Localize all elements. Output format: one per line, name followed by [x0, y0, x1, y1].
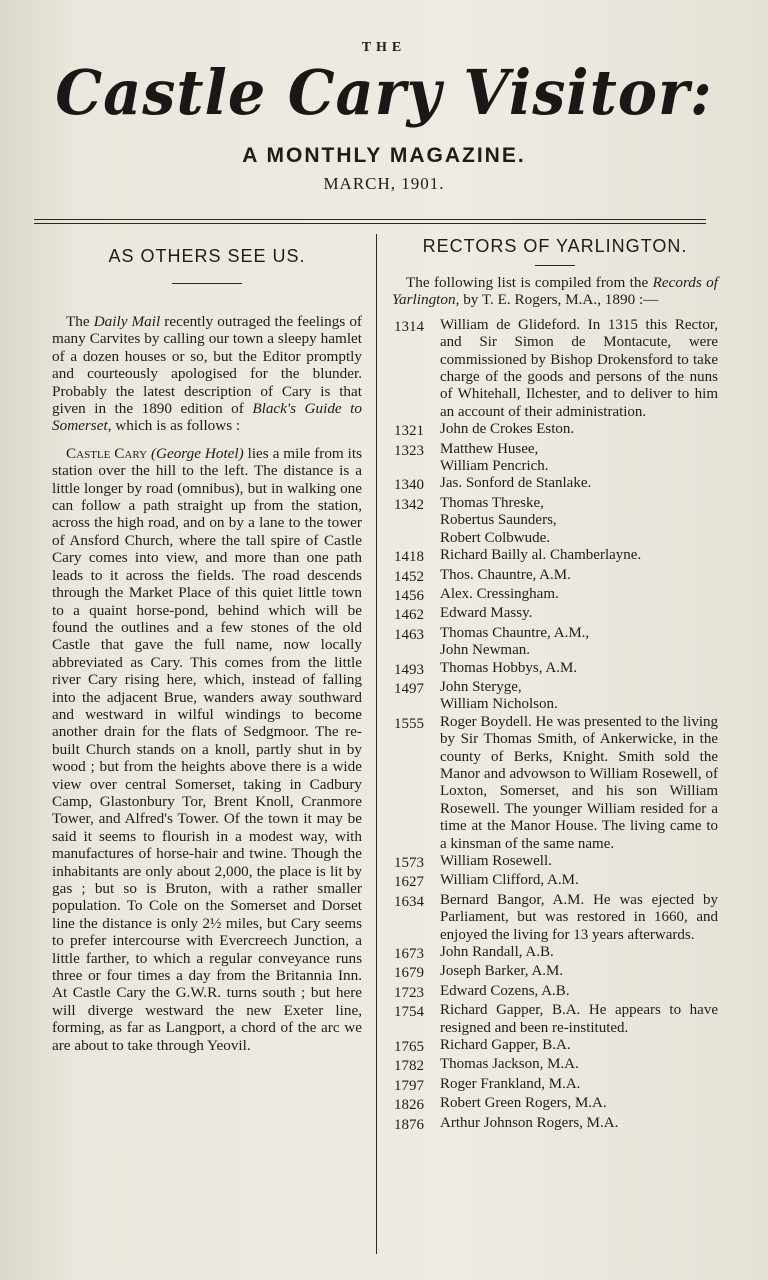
records-title: Records of Yarlington — [392, 274, 718, 309]
rector-name: Edward Massy. — [440, 605, 533, 622]
left-article-quote — [52, 445, 362, 1054]
header-rule-bottom — [34, 223, 706, 224]
rector-entry — [392, 963, 718, 982]
masthead — [0, 40, 768, 194]
rector-year: 1462 — [394, 607, 424, 624]
rector-list — [392, 317, 718, 1134]
rector-entry — [392, 586, 718, 605]
rector-name: Thomas Chauntre, A.M., John Newman. — [440, 624, 590, 659]
rector-name: Edward Cozens, A.B. — [440, 982, 570, 999]
rector-entry — [392, 944, 718, 963]
rector-year: 1314 — [394, 318, 424, 335]
rector-entry — [392, 714, 718, 853]
rector-name: Thomas Hobbys, A.M. — [440, 659, 578, 676]
magazine-subtitle: A MONTHLY MAGAZINE. — [242, 144, 526, 167]
rector-name: Richard Gapper, B.A. — [440, 1037, 571, 1054]
rector-entry — [392, 1002, 718, 1037]
rector-name: Bernard Bangor, A.M. He was ejected by Parliament, but was restored in 1660, and enjoyed the living for 13 years afterwards. — [440, 891, 718, 943]
rector-year: 1754 — [394, 1004, 424, 1021]
rector-entry — [392, 872, 718, 891]
rector-name: Alex. Cressingham. — [440, 585, 559, 602]
rector-entry — [392, 660, 718, 679]
rector-year: 1497 — [394, 680, 424, 697]
rector-year: 1493 — [394, 661, 424, 678]
rector-name: John Steryge, William Nicholson. — [440, 678, 558, 713]
rector-name: Joseph Barker, A.M. — [440, 963, 564, 980]
rector-entry — [392, 1115, 718, 1134]
rector-name: Thos. Chauntre, A.M. — [440, 566, 571, 583]
rector-name: John de Crokes Eston. — [440, 421, 575, 438]
rector-year: 1876 — [394, 1116, 424, 1133]
quote-body: lies a mile from its station over the hill to the left. The distance is a little longer by road (omnibus), but in walking one can follow a path straight up from the station, across the high road, and on by a lane to the tower of Ansford Church, where the tall spire of Castle Cary comes into view, and more than one path leads to it across the fields. The road descends through the Market Place of this quiet little town to a quaint horse-pond, behind which will be found the outlines and a few stones of the old Castle that gave the full name, now locally abbreviated as Cary. This comes from the little river Cary rising here, which, instead of falling into the adjacent Brue, wanders away southward and westward in wilful windings to become another drain for the flats of Sedgmoor. The re-built Church stands on a knoll, partly shut in by wood ; but from the heights above there is a wide view over central Somerset, taking in Cadbury Camp, Glastonbury Tor, Brent Knoll, Cranmore Tower, and Alfred's Tower. Of the town it may be said it seems to flourish in a modest way, with manufactures of horse-hair and twine. Though the inhabitants are only about 2,000, the place is lit by gas ; but so is Bruton, with a rather smaller population. To Cole on the Somerset and Dorset line the distance is only 2½ miles, but Cary seems to prefer intercourse with Evercreech Junction, a little farther, to which a regular conveyance runs three or four times a day from the Britannia Inn. At Castle Cary the G.W.R. turns south ; but here will diverge westward the new Exeter line, forming, as far as Langport, a chord of the arc we are about to take through Yeovil. — [52, 444, 362, 1054]
rector-name: Robert Green Rogers, M.A. — [440, 1095, 607, 1112]
right-article-heading: RECTORS OF YARLINGTON. — [422, 236, 688, 256]
rector-year: 1418 — [394, 549, 424, 566]
rector-entry — [392, 1095, 718, 1114]
rector-name: Arthur Johnson Rogers, M.A. — [440, 1114, 619, 1131]
rector-entry — [392, 679, 718, 714]
rector-year: 1321 — [394, 423, 424, 440]
rector-entry — [392, 625, 718, 660]
issue-date: MARCH, 1901. — [323, 174, 445, 193]
rector-entry — [392, 421, 718, 440]
blacks-guide-title: Black's Guide to Somerset — [52, 400, 362, 435]
rector-entry — [392, 547, 718, 566]
rector-year: 1627 — [394, 874, 424, 891]
rector-name: Roger Frankland, M.A. — [440, 1075, 581, 1092]
rector-entry — [392, 567, 718, 586]
rector-entry — [392, 317, 718, 421]
rector-name: Matthew Husee, William Pencrich. — [440, 440, 549, 475]
rector-name: Roger Boydell. He was presented to the living by Sir Thomas Smith, of Ankerwicke, in the county of Berks, Knight. Smith sold the Manor and advowson to William Rosewell, of Loxton, Somerset, and his son William Rosewell. The younger William resided for a time at the Manor House. The living came to a kinsman of the same name. — [440, 713, 718, 852]
rector-year: 1452 — [394, 568, 424, 585]
rector-year: 1342 — [394, 496, 424, 513]
rector-year: 1573 — [394, 855, 424, 871]
rector-year: 1782 — [394, 1058, 424, 1075]
rector-name: Jas. Sonford de Stanlake. — [440, 475, 592, 492]
right-article-intro: The following list is compiled from the Records of Yarlington, by T. E. Rogers, M.A., 1890 :— — [392, 274, 718, 309]
left-heading-rule — [172, 283, 242, 284]
right-column — [392, 232, 718, 1134]
rector-name: William de Glideford. In 1315 this Rector, and Sir Simon de Montacute, were commissioned by Bishop Drokensford to take charge of the goods and persons of the nuns of Whitehall, Ilchester, and to deliver to him an account of their administration. — [440, 316, 718, 420]
rector-year: 1463 — [394, 626, 424, 643]
header-rule-top — [34, 219, 706, 220]
rector-name: William Clifford, A.M. — [440, 872, 579, 889]
rector-name: Thomas Threske, Robertus Saunders, Robert Colbwude. — [440, 494, 557, 546]
daily-mail-title: Daily Mail — [93, 313, 161, 330]
rector-year: 1765 — [394, 1039, 424, 1056]
rector-year: 1634 — [394, 893, 424, 910]
rector-name: Thomas Jackson, M.A. — [440, 1056, 579, 1073]
rector-year: 1826 — [394, 1097, 424, 1114]
rector-year: 1797 — [394, 1077, 424, 1094]
rector-name: Richard Gapper, B.A. He appears to have resigned and been re-instituted. — [440, 1002, 718, 1036]
rector-entry — [392, 1056, 718, 1075]
right-heading-rule — [535, 265, 575, 266]
left-article-heading: AS OTHERS SEE US. — [108, 246, 306, 266]
rector-year: 1679 — [394, 965, 424, 982]
quote-lead: Castle Cary — [66, 444, 148, 462]
rector-entry — [392, 441, 718, 476]
rector-entry — [392, 605, 718, 624]
masthead-the: THE — [361, 40, 407, 55]
left-column — [52, 232, 362, 1054]
rector-year: 1323 — [394, 442, 424, 459]
rector-entry — [392, 853, 718, 872]
rector-name: Richard Bailly al. Chamberlayne. — [440, 547, 642, 564]
rector-year: 1340 — [394, 477, 424, 494]
rector-entry — [392, 1076, 718, 1095]
rector-year: 1456 — [394, 587, 424, 604]
rector-name: William Rosewell. — [440, 853, 552, 869]
magazine-title: Castle Cary Visitor: — [55, 56, 713, 129]
left-article-intro: The Daily Mail recently outraged the feelings of many Carvites by calling our town a sleepy hamlet of a dozen houses or so, but the Editor promptly and courteously apologised for the blunder. Probably the latest description of Cary is that given in the 1890 edition of Black's Guide to Somerset, which is as follows : — [52, 313, 362, 435]
rector-year: 1555 — [394, 715, 424, 732]
rector-entry — [392, 475, 718, 494]
rector-entry — [392, 892, 718, 944]
rector-year: 1723 — [394, 984, 424, 1001]
quote-hotel: (George Hotel) — [150, 444, 244, 462]
rector-entry — [392, 495, 718, 547]
column-divider — [376, 234, 377, 1254]
rector-entry — [392, 983, 718, 1002]
rector-entry — [392, 1037, 718, 1056]
rector-name: John Randall, A.B. — [440, 944, 554, 961]
rector-year: 1673 — [394, 946, 424, 963]
